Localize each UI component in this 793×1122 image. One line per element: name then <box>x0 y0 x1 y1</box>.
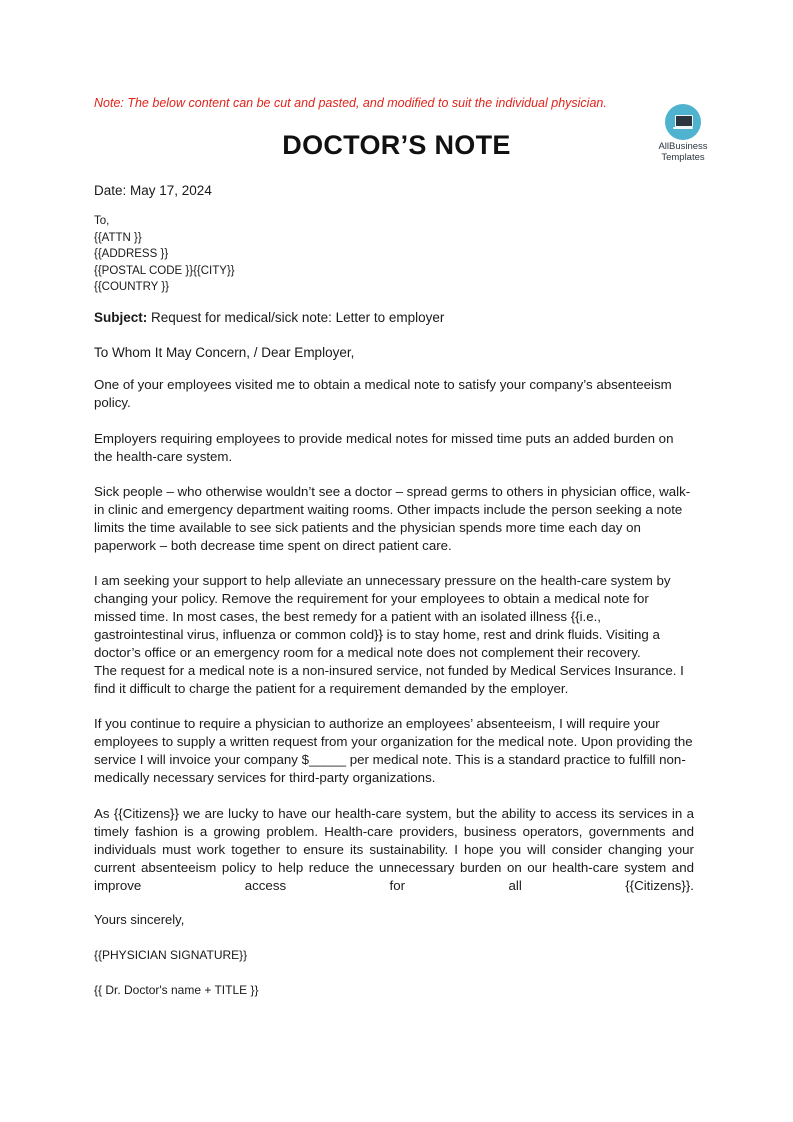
address-postal-city: {{POSTAL CODE }}{{CITY}} <box>94 264 235 277</box>
paragraph-3: Sick people – who otherwise wouldn’t see a doctor – spread germs to others in physician office, walk-in clinic and emergency department waiting rooms. Other impacts include the person seeking a note limits the time available to see sick patients and the physician spends more time each day on paperwork – both decrease time spent on direct patient care. <box>94 484 691 553</box>
subject-label: Subject: <box>94 310 148 325</box>
subject-line <box>94 310 444 325</box>
paragraph-5: The request for a medical note is a non-insured service, not funded by Medical Services Insurance. I find it difficult to charge the patient for a requirement demanded by the employer. <box>94 663 684 696</box>
address-attn: {{ATTN }} <box>94 231 142 244</box>
instruction-note: Note: The below content can be cut and pasted, and modified to suit the individual physician. <box>94 96 607 110</box>
document-title: DOCTOR’S NOTE <box>282 130 511 160</box>
paragraph-4: I am seeking your support to help alleviate an unnecessary pressure on the health-care system by changing your policy. Remove the requirement for your employees to obtain a medical note for missed time. In most cases, the best remedy for a patient with an isolated illness {{i.e., gastrointestinal virus, influenza or common cold}} is to stay home, rest and drink fluids. Visiting a doctor’s office or an emergency room for a medical note does not complement their recovery. <box>94 573 671 660</box>
subject-text: Request for medical/sick note: Letter to employer <box>147 310 445 325</box>
recipient-address <box>94 213 235 296</box>
paragraph-6: If you continue to require a physician to authorize an employees’ absenteeism, I will require your employees to supply a written request from your organization for the medical note. Upon providing the service I will invoice your company $_____ per medical note. This is a standard practice to fulfill non-medically necessary services for third-party organizations. <box>94 716 693 785</box>
paragraph-1: One of your employees visited me to obtain a medical note to satisfy your company’s absenteeism policy. <box>94 377 672 410</box>
logo-text-line1: AllBusiness <box>658 141 708 152</box>
physician-signature: {{PHYSICIAN SIGNATURE}} <box>94 948 248 962</box>
salutation: To Whom It May Concern, / Dear Employer, <box>94 345 355 360</box>
address-to: To, <box>94 215 110 227</box>
physician-name-title: {{ Dr. Doctor's name + TITLE }} <box>94 983 259 997</box>
logo-text-line2: Templates <box>661 152 705 163</box>
letter-date: Date: May 17, 2024 <box>94 183 212 198</box>
paragraph-2: Employers requiring employees to provide medical notes for missed time puts an added burden on the health-care system. <box>94 431 674 464</box>
address-country: {{COUNTRY }} <box>94 281 170 293</box>
closing: Yours sincerely, <box>94 912 185 927</box>
address-street: {{ADDRESS }} <box>94 248 169 260</box>
paragraph-7: As {{Citizens}} we are lucky to have our health-care system, but the ability to access its services in a timely fashion is a growing problem. Health-care providers, business operators, governments and individuals must work together to ensure its sustainability. I hope you will consider changing your current absenteeism policy to help reduce the unnecessary burden on our health-care system and improve access for all {{Citizens}}. <box>94 806 694 893</box>
